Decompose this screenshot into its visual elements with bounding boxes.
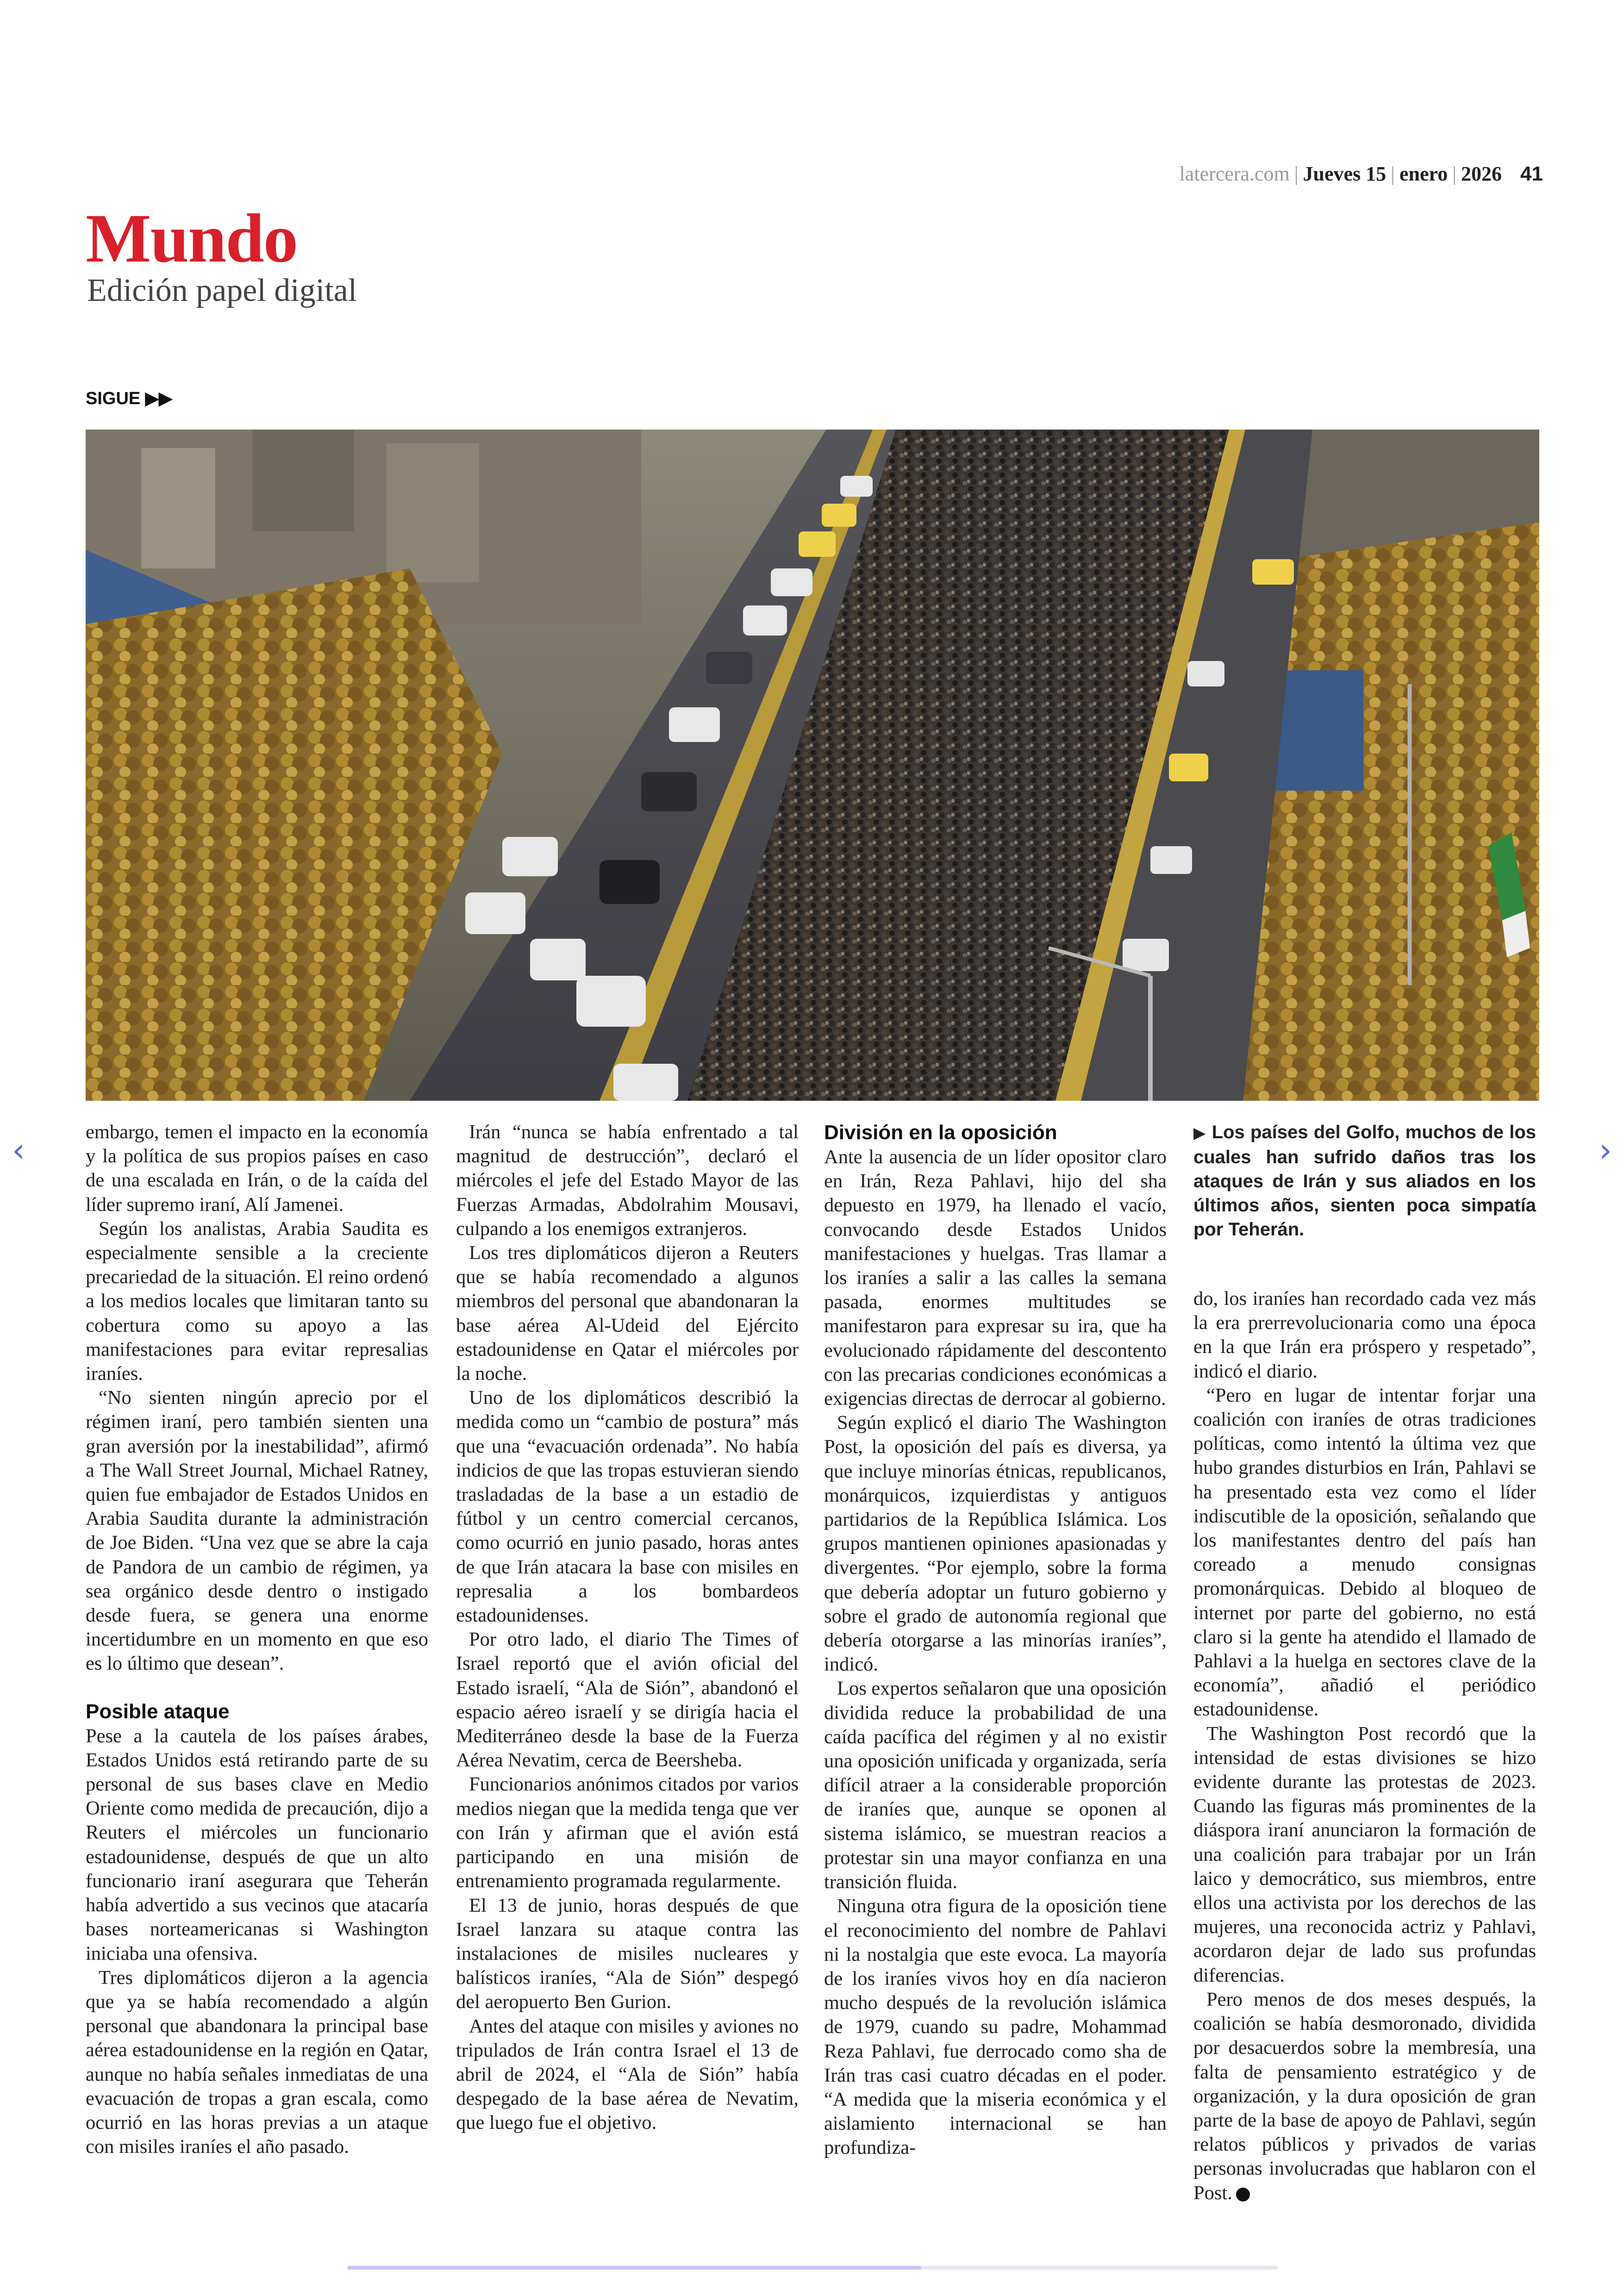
section-title: Mundo <box>86 200 297 277</box>
section-subtitle: Edición papel digital <box>87 273 357 308</box>
article-column-3 <box>824 1120 1167 2160</box>
article-column-1 <box>86 1120 428 2159</box>
paragraph: “Pero en lugar de intentar forjar una coalición con iraníes de otras tradiciones políticas, como intentó la última vez que hubo grandes disturbios en Irán, Pahlavi se ha presentado esta vez como el líder indiscutible de la oposición, señalando que los manifestantes dentro del país han coreado a menudo consignas promonárquicas. Debido al bloqueo de internet por parte del gobierno, no está claro si la gente ha atendido el llamado de Pahlavi a la huelga en sectores clave de la economía”, añadió el periódico estadounidense. <box>1193 1384 1536 1721</box>
paragraph: Pero menos de dos meses después, la coalición se había desmoronado, dividida por desacuerdos sobre la membresía, una falta de pensamiento estratégico y de organización, y la dura oposición de gran parte de la base de apoyo de Pahlavi, según relatos públicos y privados de varias personas involucradas que hablaron con el Post. <box>1193 1988 1536 2204</box>
paragraph: Tres diplomáticos dijeron a la agencia que ya se había recomendado a algún personal que abandonara la principal base aérea estadounidense en la región en Qatar, aunque no había señales inmediatas de una evacuación de tropas a gran escala, como ocurrió en las horas previas a un ataque con misiles iraníes el año pasado. <box>86 1966 428 2158</box>
paragraph: The Washington Post recordó que la intensidad de estas divisiones se hizo evidente durante las protestas de 2023. Cuando las figuras más prominentes de la diáspora iraní anunciaron la formación de una coalición para trabajar por un Irán laico y democrático, sus miembros, entre ellos una activista por los derechos de las mujeres, una reconocida actriz y Pahlavi, acordaron dejar de lado sus profundas diferencias. <box>1193 1722 1536 1986</box>
paragraph: Uno de los diplomáticos describió la medida como un “cambio de postura” más que una “evacuación ordenada”. No había indicios de que las tropas estuvieran siendo trasladadas de la base a un estadio de fútbol y un centro comercial cercanos, como ocurrió en junio pasado, horas antes de que Irán atacara la base con misiles en represalia a los bombardeos estadounidenses. <box>456 1387 799 1627</box>
paragraph: El 13 de junio, horas después de que Israel lanzara su ataque contra las instalaciones de misiles nucleares y balísticos iraníes, “Ala de Sión” despegó del aeropuerto Ben Gurion. <box>456 1894 799 2013</box>
paragraph: Los tres diplomáticos dijeron a Reuters que se había recomendado a algunos miembros del personal que abandonaran la base aérea Al-Udeid del Ejército estadounidense en Qatar el miércoles por la noche. <box>456 1242 799 1385</box>
paragraph: Los expertos señalaron que una oposición dividida reduce la probabilidad de una caída pacífica del régimen y al no existir una oposición unificada y organizada, sería difícil atraer a la considerable proporción de iraníes que, aunque se oponen al sistema islámico, se muestran reacios a protestar sin una mayor confianza en una transición fluida. <box>824 1678 1167 1893</box>
prev-page-icon[interactable]: ‹ <box>12 1131 25 1169</box>
article-column-2 <box>456 1120 799 2135</box>
end-mark-icon <box>1236 2188 1250 2201</box>
page-number: 41 <box>1520 162 1543 185</box>
header-month: enero <box>1399 162 1448 185</box>
paragraph: Irán “nunca se había enfrentado a tal magnitud de destrucción”, declaró el miércoles el jefe del Estado Mayor de las Fuerzas Armadas, Abdolrahim Mousavi, culpando a los enemigos extranjeros. <box>456 1121 799 1240</box>
paragraph: Según los analistas, Arabia Saudita es especialmente sensible a la creciente precariedad de la situación. El reino ordenó a los medios locales que limitaran tanto su cobertura como su apoyo a las manifestaciones para evitar represalias iraníes. <box>86 1217 428 1385</box>
paragraph: Ninguna otra figura de la oposición tiene el reconocimiento del nombre de Pahlavi ni la nostalgia que este evoca. La mayoría de los iraníes vivos hoy en día nacieron mucho después de la revolución islámica de 1979, cuando su padre, Mohammad Reza Pahlavi, fue derrocado como sha de Irán tras casi cuatro décadas en el poder. “A medida que la miseria económica y el aislamiento internacional se han profundiza- <box>824 1895 1167 2159</box>
article-column-4 <box>1193 1287 1536 2205</box>
page-header: latercera.com | Jueves 15 | enero | 2026 41 <box>1179 162 1543 185</box>
pull-quote <box>1193 1120 1536 1241</box>
paragraph: do, los iraníes han recordado cada vez más la era prerrevolucionaria como una época en la que Irán era próspero y respetado”, indicó el diario. <box>1193 1288 1536 1382</box>
paragraph: “No sienten ningún aprecio por el régimen iraní, pero también sienten una gran aversión por la inestabilidad”, afirmó a The Wall Street Journal, Michael Ratney, quien fue embajador de Estados Unidos en Arabia Saudita durante la administración de Joe Biden. “Una vez que se abre la caja de Pandora de un cambio de régimen, ya sea orgánico desde dentro o instigado desde fuera, se genera una enorme incertidumbre en un momento en que eso es lo último que desean”. <box>86 1387 428 1675</box>
pull-quote-marker-icon: ▶ <box>1193 1124 1206 1142</box>
paragraph: Por otro lado, el diario The Times of Israel reportó que el avión oficial del Estado israelí, “Ala de Sión”, abandonó el espacio aéreo israelí y se dirigía hacia el Mediterráneo desde la base de la Fuerza Aérea Nevatim, cerca de Beersheba. <box>456 1628 799 1771</box>
pull-quote-text: Los países del Golfo, muchos de los cuales han sufrido daños tras los ataques de Irán y sus aliados en los últimos años, sienten poca simpatía por Teherán. <box>1193 1122 1536 1240</box>
paragraph: Antes del ataque con misiles y aviones no tripulados de Irán contra Israel el 13 de abril de 2024, el “Ala de Sión” había despegado de la base aérea de Nevatim, que luego fue el objetivo. <box>456 2015 799 2134</box>
horizontal-scrollbar[interactable] <box>347 2266 1278 2270</box>
paragraph: Ante la ausencia de un líder opositor claro en Irán, Reza Pahlavi, hijo del sha depuesto en 1979, ha llenado el vacío, convocando desde Estados Unidos manifestaciones y huelgas. Tras llamar a los iraníes a salir a las calles la semana pasada, enormes multitudes se manifestaron para expresar su ira, que ha evolucionado rápidamente del descontento con las precarias condiciones económicas a exigencias directas de derrocar al gobierno. <box>824 1146 1167 1410</box>
scrollbar-thumb[interactable] <box>347 2266 921 2270</box>
continue-label: SIGUE ▶▶ <box>86 389 173 408</box>
paragraph: Funcionarios anónimos citados por varios medios niegan que la medida tenga que ver con Irán y afirman que el avión está participando en una misión de entrenamiento programada regularmente. <box>456 1773 799 1892</box>
header-day: Jueves 15 <box>1303 162 1387 185</box>
protest-photo <box>86 430 1539 1101</box>
subheading: Posible ataque <box>86 1700 230 1723</box>
paragraph: Pese a la cautela de los países árabes, Estados Unidos está retirando parte de su personal de sus bases clave en Medio Oriente como medida de precaución, dijo a Reuters el miércoles un funcionario estadounidense, después de que un alto funcionario iraní asegurara que Teherán había advertido a sus vecinos que atacaría bases norteamericanas si Washington iniciaba una ofensiva. <box>86 1725 428 1964</box>
paragraph: embargo, temen el impacto en la economía y la política de sus propios países en caso de una escalada en Irán, o de la caída del líder supremo iraní, Alí Jamenei. <box>86 1121 428 1216</box>
subheading: División en la oposición <box>824 1121 1057 1144</box>
next-page-icon[interactable]: › <box>1599 1131 1612 1169</box>
paragraph: Según explicó el diario The Washington Post, la oposición del país es diversa, ya que incluye minorías étnicas, republicanos, monárquicos, izquierdistas y antiguos partidarios de la República Islámica. Los grupos mantienen opiniones apasionadas y divergentes. “Por ejemplo, sobre la forma que debería adoptar un futuro gobierno y sobre el grado de autonomía regional que debería otorgarse a las minorías iraníes”, indicó. <box>824 1412 1167 1676</box>
header-year: 2026 <box>1461 162 1502 185</box>
site-name: latercera.com <box>1179 162 1290 185</box>
